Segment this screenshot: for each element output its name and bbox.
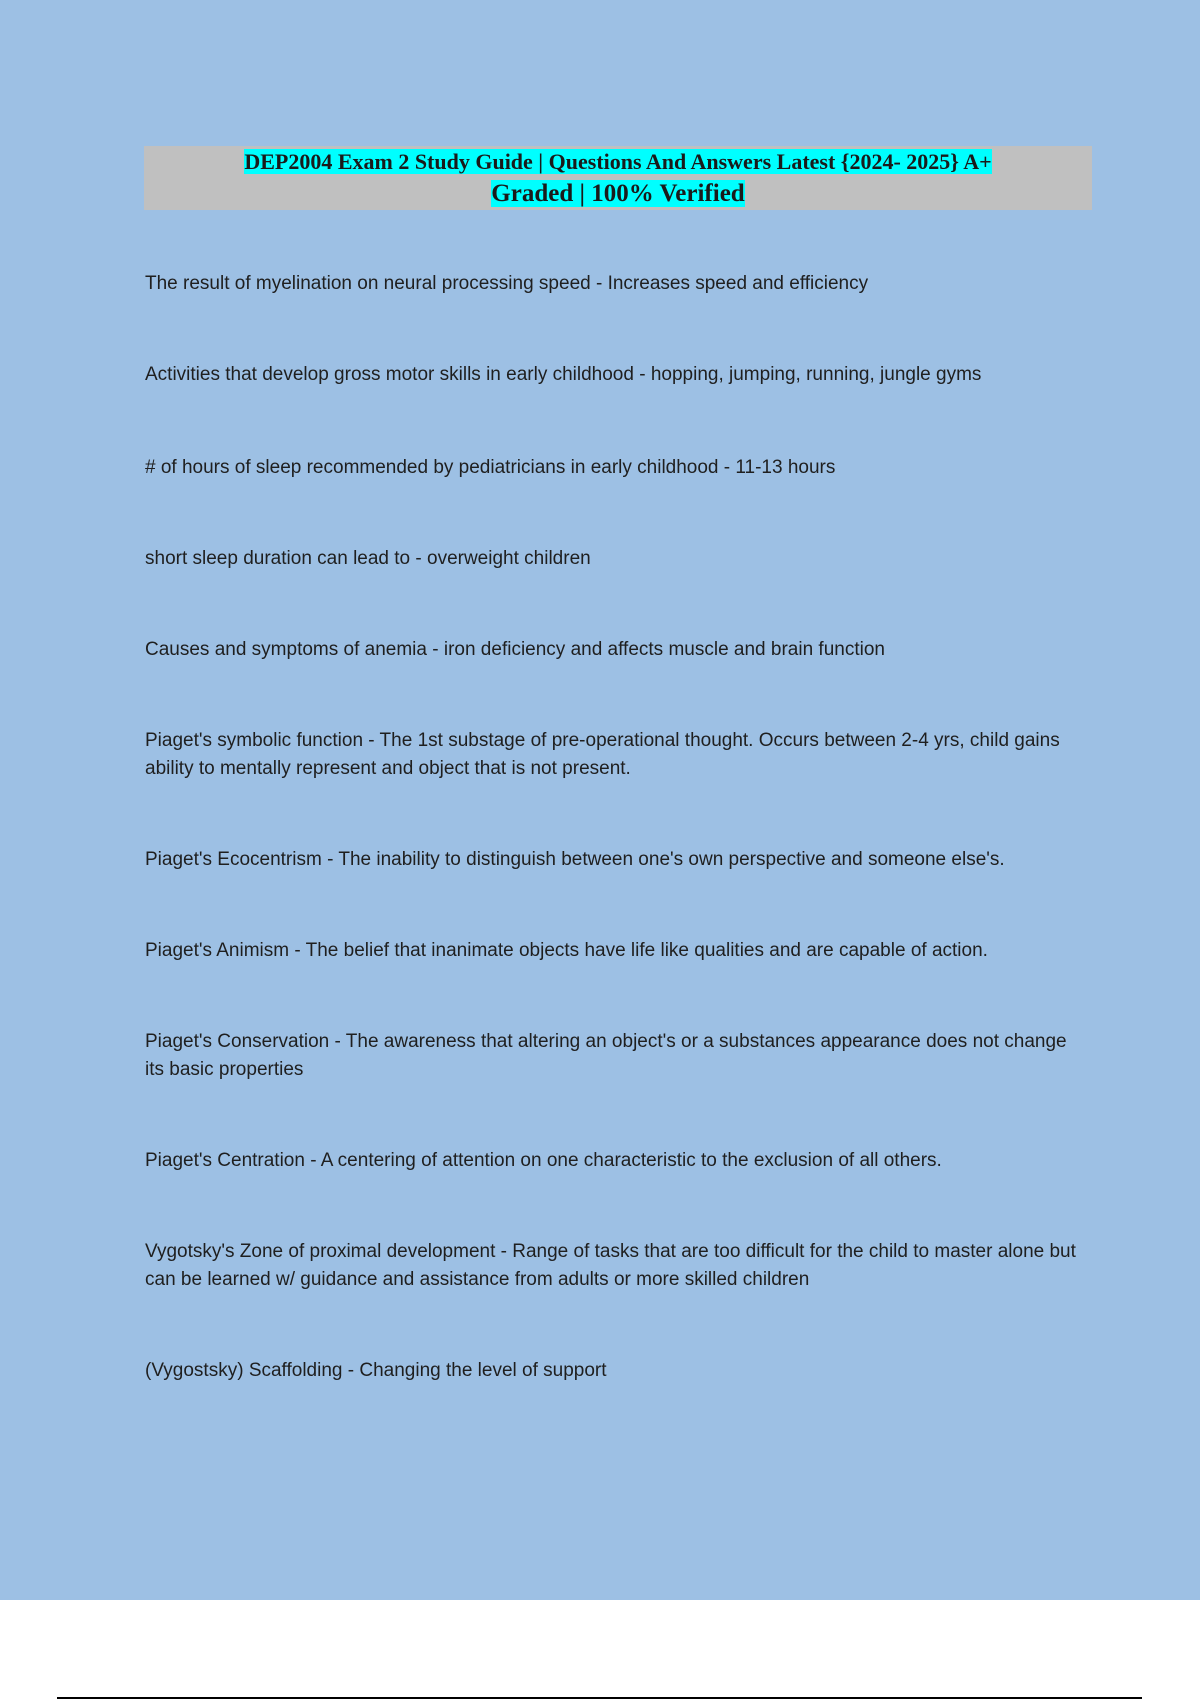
qa-item: Piaget's Conservation - The awareness that altering an object's or a substances appearance does not change its basic properties <box>145 1031 1067 1080</box>
qa-item: Piaget's Centration - A centering of attention on one characteristic to the exclusion of all others. <box>145 1150 942 1171</box>
qa-item: # of hours of sleep recommended by pediatricians in early childhood - 11-13 hours <box>145 457 836 478</box>
qa-item: Piaget's symbolic function - The 1st substage of pre-operational thought. Occurs between 2-4 yrs, child gains ability to mentally represent and object that is not present. <box>145 730 1060 779</box>
document-title <box>144 146 1092 210</box>
qa-item: (Vygostsky) Scaffolding - Changing the level of support <box>145 1360 607 1381</box>
qa-item: Vygotsky's Zone of proximal development - Range of tasks that are too difficult for the child to master alone but can be learned w/ guidance and assistance from adults or more skilled children <box>145 1241 1076 1290</box>
qa-item: short sleep duration can lead to - overweight children <box>145 548 591 569</box>
title-line-1: DEP2004 Exam 2 Study Guide | Questions And Answers Latest {2024- 2025} A+ <box>244 149 992 174</box>
title-line-2: Graded | 100% Verified <box>491 180 745 207</box>
footer-rule <box>57 1697 1142 1699</box>
qa-item: Activities that develop gross motor skills in early childhood - hopping, jumping, running, jungle gyms <box>145 364 982 385</box>
qa-item: Piaget's Animism - The belief that inanimate objects have life like qualities and are capable of action. <box>145 940 988 961</box>
qa-item: Causes and symptoms of anemia - iron deficiency and affects muscle and brain function <box>145 639 885 660</box>
qa-item: Piaget's Ecocentrism - The inability to distinguish between one's own perspective and someone else's. <box>145 849 1005 870</box>
qa-item: The result of myelination on neural processing speed - Increases speed and efficiency <box>145 273 869 294</box>
